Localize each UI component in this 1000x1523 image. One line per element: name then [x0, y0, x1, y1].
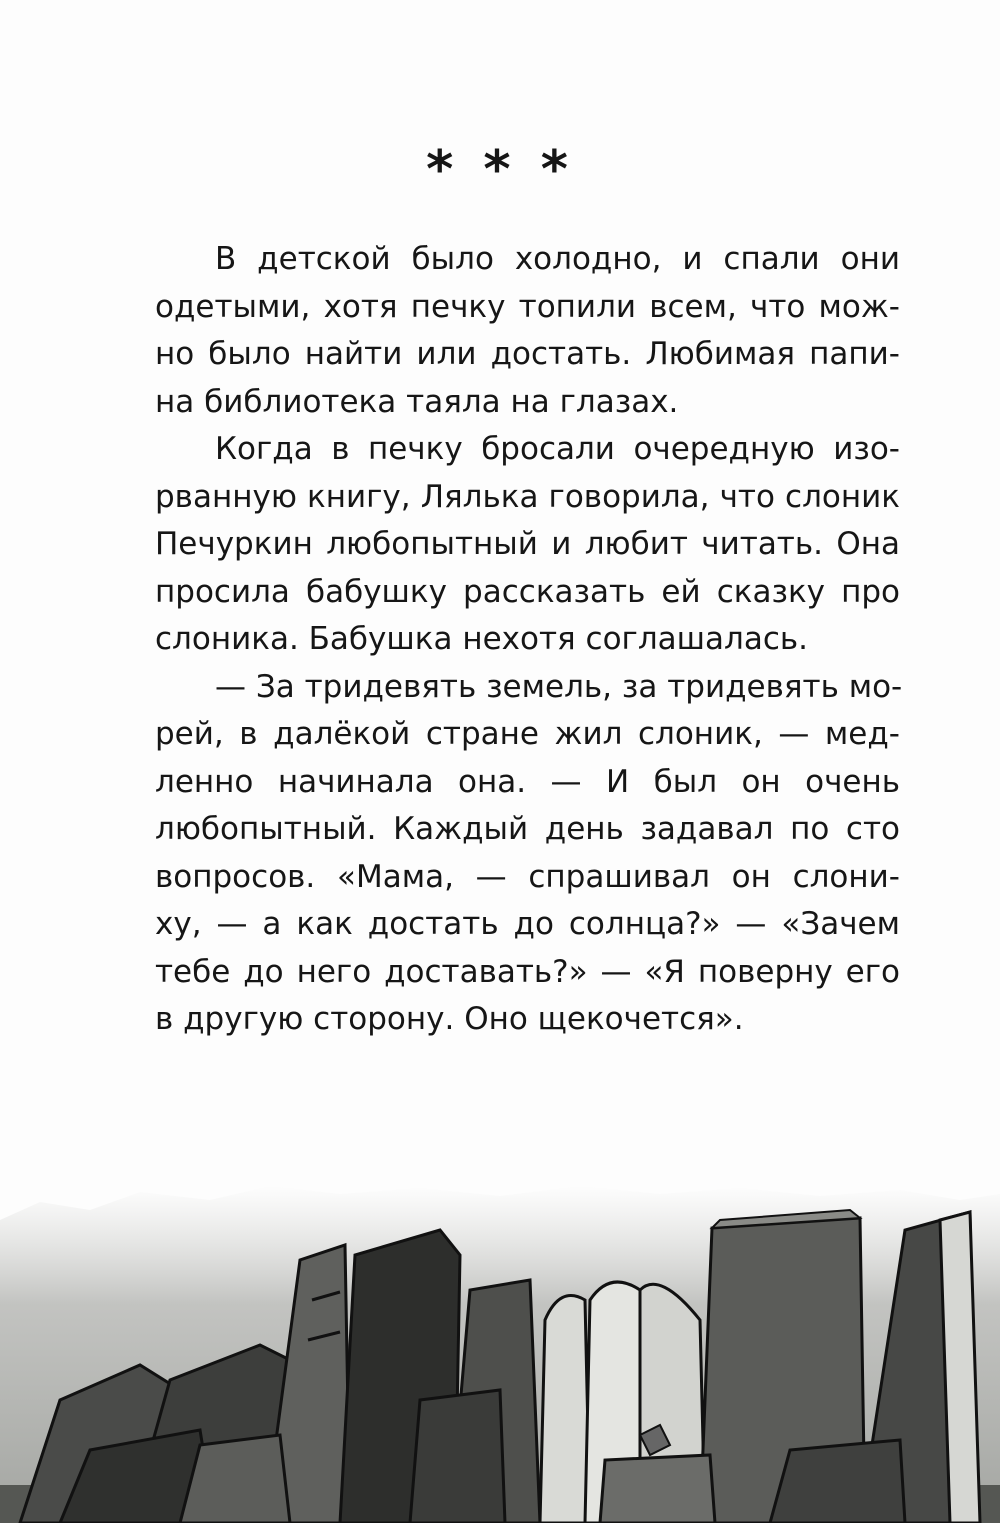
text-line: слоника. Бабушка нехотя соглашалась. [155, 621, 808, 657]
text-line: на библиотека таяла на глазах. [155, 383, 679, 420]
paragraph [155, 426, 900, 664]
body-text [155, 236, 903, 1044]
text-line: одетыми, хотя печку топили всем, что мож- [155, 288, 900, 325]
text-line: Когда в печку бросали очередную изо- [215, 431, 900, 467]
text-line: тебе до него доставать?» — «Я поверну его [155, 953, 900, 990]
paragraph [155, 236, 900, 426]
text-line: рей, в далёкой стране жил слоник, — мед- [155, 716, 900, 752]
pile-of-books-illustration [0, 1150, 1000, 1523]
section-separator: * * * [426, 140, 574, 200]
text-line: но было найти или достать. Любимая папи- [155, 336, 900, 372]
text-line: В детской было холодно, и спали они [215, 241, 900, 277]
text-line: вопросов. «Мама, — спрашивал он слони- [155, 858, 900, 895]
text-line: рванную книгу, Лялька говорила, что слоник [155, 478, 900, 515]
text-line: ленно начинала она. — И был он очень [155, 763, 900, 800]
text-line: — За тридевять земель, за тридевять мо- [215, 668, 903, 705]
text-line: просила бабушку рассказать ей сказку про [155, 573, 900, 610]
text-line: ху, — а как достать до солнца?» — «Зачем [155, 906, 900, 942]
text-line: Печуркин любопытный и любит читать. Она [155, 526, 900, 562]
text-line: любопытный. Каждый день задавал по сто [155, 811, 900, 847]
paragraph [155, 664, 903, 1044]
text-line: в другую сторону. Оно щекочется». [155, 1001, 744, 1037]
